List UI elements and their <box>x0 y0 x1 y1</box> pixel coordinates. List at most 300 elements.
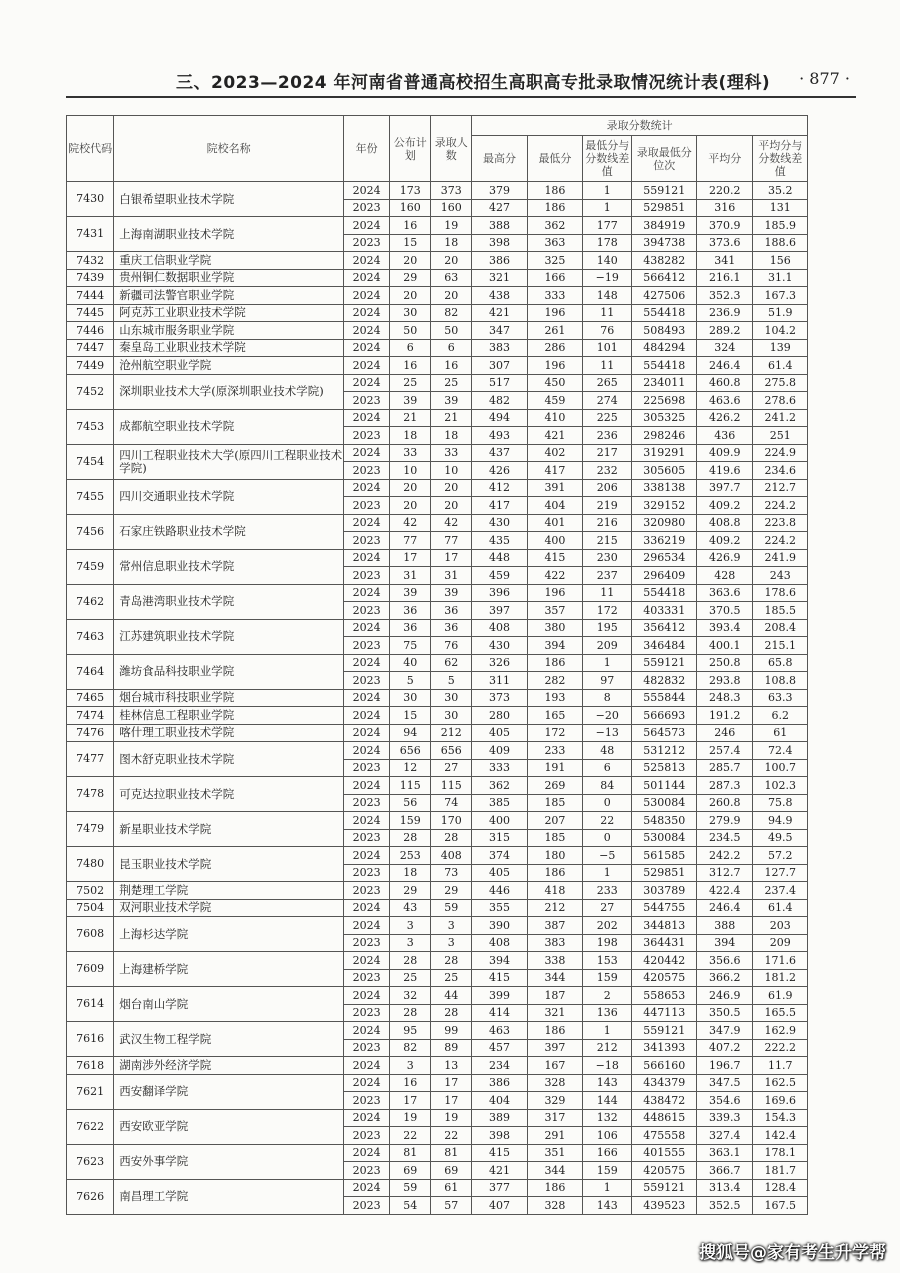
cell-avg: 347.5 <box>697 1074 753 1092</box>
cell-plan: 33 <box>390 444 431 462</box>
cell-admitted: 73 <box>431 864 472 882</box>
cell-max: 394 <box>472 952 527 970</box>
cell-year: 2024 <box>344 479 390 497</box>
cell-min: 363 <box>527 234 582 252</box>
cell-avg: 327.4 <box>697 1127 753 1145</box>
school-name: 烟台城市科技职业学院 <box>114 689 344 707</box>
cell-plan: 17 <box>390 549 431 567</box>
cell-min-rank: 401555 <box>632 1144 697 1162</box>
cell-admitted: 28 <box>431 952 472 970</box>
cell-max: 407 <box>472 1197 527 1215</box>
cell-max: 234 <box>472 1057 527 1075</box>
cell-min-rank: 525813 <box>632 759 697 777</box>
cell-admitted: 18 <box>431 234 472 252</box>
cell-admitted: 89 <box>431 1039 472 1057</box>
cell-max: 315 <box>472 829 527 847</box>
cell-min: 186 <box>527 182 582 200</box>
cell-avg: 409.2 <box>697 532 753 550</box>
cell-avg-diff: 104.2 <box>753 322 808 340</box>
cell-admitted: 57 <box>431 1197 472 1215</box>
school-code: 7614 <box>67 987 114 1022</box>
cell-plan: 17 <box>390 1092 431 1110</box>
cell-max: 421 <box>472 304 527 322</box>
cell-max: 389 <box>472 1109 527 1127</box>
cell-min-diff: 84 <box>583 777 632 795</box>
cell-year: 2024 <box>344 1022 390 1040</box>
cell-min: 338 <box>527 952 582 970</box>
cell-avg: 257.4 <box>697 742 753 760</box>
cell-year: 2023 <box>344 1162 390 1180</box>
cell-max: 390 <box>472 917 527 935</box>
cell-min-diff: 27 <box>583 899 632 917</box>
cell-avg: 370.9 <box>697 217 753 235</box>
school-name: 青岛港湾职业技术学院 <box>114 584 344 619</box>
table-row <box>67 847 808 865</box>
school-code: 7452 <box>67 374 114 409</box>
table-row <box>67 742 808 760</box>
cell-avg: 394 <box>697 934 753 952</box>
cell-year: 2023 <box>344 602 390 620</box>
cell-max: 412 <box>472 479 527 497</box>
school-code: 7608 <box>67 917 114 952</box>
cell-min-rank: 439523 <box>632 1197 697 1215</box>
cell-avg: 460.8 <box>697 374 753 392</box>
cell-avg: 408.8 <box>697 514 753 532</box>
table-row <box>67 182 808 200</box>
cell-min-rank: 555844 <box>632 689 697 707</box>
cell-min: 186 <box>527 864 582 882</box>
cell-plan: 3 <box>390 934 431 952</box>
cell-min: 172 <box>527 724 582 742</box>
cell-min: 418 <box>527 882 582 900</box>
cell-min-rank: 447113 <box>632 1004 697 1022</box>
cell-avg: 363.6 <box>697 584 753 602</box>
cell-year: 2024 <box>344 707 390 725</box>
cell-plan: 15 <box>390 234 431 252</box>
cell-avg-diff: 209 <box>753 934 808 952</box>
cell-plan: 20 <box>390 252 431 270</box>
cell-year: 2024 <box>344 742 390 760</box>
cell-max: 379 <box>472 182 527 200</box>
cell-year: 2024 <box>344 952 390 970</box>
cell-avg-diff: 49.5 <box>753 829 808 847</box>
cell-plan: 115 <box>390 777 431 795</box>
cell-min-diff: 177 <box>583 217 632 235</box>
cell-min-diff: 206 <box>583 479 632 497</box>
cell-max: 355 <box>472 899 527 917</box>
school-code: 7474 <box>67 707 114 725</box>
cell-avg: 316 <box>697 199 753 217</box>
cell-min: 269 <box>527 777 582 795</box>
cell-avg: 366.2 <box>697 969 753 987</box>
school-code: 7479 <box>67 812 114 847</box>
cell-min-rank: 305605 <box>632 462 697 480</box>
school-code: 7439 <box>67 269 114 287</box>
cell-plan: 656 <box>390 742 431 760</box>
cell-min-diff: 178 <box>583 234 632 252</box>
cell-avg: 196.7 <box>697 1057 753 1075</box>
table-row <box>67 1179 808 1197</box>
table-row <box>67 654 808 672</box>
cell-avg-diff: 237.4 <box>753 882 808 900</box>
cell-max: 397 <box>472 602 527 620</box>
cell-min-rank: 530084 <box>632 829 697 847</box>
cell-year: 2024 <box>344 444 390 462</box>
cell-avg-diff: 224.2 <box>753 497 808 515</box>
cell-min-rank: 566693 <box>632 707 697 725</box>
school-name: 湖南涉外经济学院 <box>114 1057 344 1075</box>
col-plan-header: 公布计划 <box>390 116 431 182</box>
cell-min-rank: 296409 <box>632 567 697 585</box>
cell-min-rank: 544755 <box>632 899 697 917</box>
cell-min: 421 <box>527 427 582 445</box>
cell-min: 344 <box>527 1162 582 1180</box>
cell-max: 374 <box>472 847 527 865</box>
cell-admitted: 77 <box>431 532 472 550</box>
cell-admitted: 44 <box>431 987 472 1005</box>
cell-year: 2023 <box>344 1092 390 1110</box>
table-row <box>67 707 808 725</box>
cell-avg: 287.3 <box>697 777 753 795</box>
cell-max: 311 <box>472 672 527 690</box>
cell-min: 328 <box>527 1197 582 1215</box>
cell-plan: 39 <box>390 584 431 602</box>
table-body <box>67 182 808 1215</box>
school-code: 7454 <box>67 444 114 479</box>
cell-avg: 234.5 <box>697 829 753 847</box>
cell-avg-diff: 215.1 <box>753 637 808 655</box>
cell-min-diff: 22 <box>583 812 632 830</box>
cell-plan: 95 <box>390 1022 431 1040</box>
cell-avg-diff: 6.2 <box>753 707 808 725</box>
cell-admitted: 10 <box>431 462 472 480</box>
cell-year: 2024 <box>344 1109 390 1127</box>
cell-year: 2024 <box>344 654 390 672</box>
cell-admitted: 36 <box>431 602 472 620</box>
school-name: 烟台南山学院 <box>114 987 344 1022</box>
cell-min-diff: 143 <box>583 1074 632 1092</box>
school-name: 深圳职业技术大学(原深圳职业技术学院) <box>114 374 344 409</box>
cell-min-diff: 217 <box>583 444 632 462</box>
cell-plan: 3 <box>390 1057 431 1075</box>
cell-avg: 463.6 <box>697 392 753 410</box>
cell-avg-diff: 208.4 <box>753 619 808 637</box>
cell-min-diff: 166 <box>583 1144 632 1162</box>
cell-plan: 31 <box>390 567 431 585</box>
cell-min-diff: 212 <box>583 1039 632 1057</box>
school-name: 南昌理工学院 <box>114 1179 344 1214</box>
cell-year: 2024 <box>344 917 390 935</box>
table-row <box>67 987 808 1005</box>
cell-max: 280 <box>472 707 527 725</box>
cell-avg: 409.2 <box>697 497 753 515</box>
col-stats-group-header: 录取分数统计 <box>472 116 808 136</box>
cell-min: 450 <box>527 374 582 392</box>
cell-plan: 10 <box>390 462 431 480</box>
cell-min: 344 <box>527 969 582 987</box>
cell-min-rank: 438472 <box>632 1092 697 1110</box>
cell-min: 325 <box>527 252 582 270</box>
cell-min-rank: 508493 <box>632 322 697 340</box>
school-code: 7622 <box>67 1109 114 1144</box>
cell-plan: 43 <box>390 899 431 917</box>
table-row <box>67 1022 808 1040</box>
table-row <box>67 357 808 375</box>
cell-max: 373 <box>472 689 527 707</box>
cell-plan: 16 <box>390 357 431 375</box>
col-name-header: 院校名称 <box>114 116 344 182</box>
cell-admitted: 62 <box>431 654 472 672</box>
cell-avg-diff: 212.7 <box>753 479 808 497</box>
cell-min-diff: 233 <box>583 882 632 900</box>
cell-admitted: 69 <box>431 1162 472 1180</box>
cell-plan: 15 <box>390 707 431 725</box>
cell-min-rank: 559121 <box>632 182 697 200</box>
school-code: 7465 <box>67 689 114 707</box>
cell-avg: 250.8 <box>697 654 753 672</box>
cell-min-diff: 159 <box>583 969 632 987</box>
school-code: 7447 <box>67 339 114 357</box>
cell-admitted: 76 <box>431 637 472 655</box>
cell-avg: 312.7 <box>697 864 753 882</box>
table-row <box>67 374 808 392</box>
cell-avg-diff: 61.9 <box>753 987 808 1005</box>
cell-plan: 159 <box>390 812 431 830</box>
cell-min-rank: 319291 <box>632 444 697 462</box>
cell-year: 2024 <box>344 287 390 305</box>
cell-min-rank: 448615 <box>632 1109 697 1127</box>
cell-min-diff: 237 <box>583 567 632 585</box>
cell-plan: 6 <box>390 339 431 357</box>
cell-min-rank: 434379 <box>632 1074 697 1092</box>
cell-min-diff: 215 <box>583 532 632 550</box>
cell-year: 2023 <box>344 969 390 987</box>
cell-admitted: 373 <box>431 182 472 200</box>
table-row <box>67 584 808 602</box>
cell-year: 2024 <box>344 812 390 830</box>
cell-min: 166 <box>527 269 582 287</box>
table-row <box>67 812 808 830</box>
cell-year: 2023 <box>344 672 390 690</box>
cell-min-rank: 305325 <box>632 409 697 427</box>
cell-avg: 354.6 <box>697 1092 753 1110</box>
cell-avg-diff: 139 <box>753 339 808 357</box>
cell-min-rank: 344813 <box>632 917 697 935</box>
cell-avg-diff: 142.4 <box>753 1127 808 1145</box>
cell-year: 2024 <box>344 322 390 340</box>
school-name: 喀什理工职业技术学院 <box>114 724 344 742</box>
cell-min-rank: 403331 <box>632 602 697 620</box>
cell-min-rank: 296534 <box>632 549 697 567</box>
cell-avg: 324 <box>697 339 753 357</box>
cell-min-rank: 530084 <box>632 794 697 812</box>
school-name: 石家庄铁路职业技术学院 <box>114 514 344 549</box>
cell-plan: 75 <box>390 637 431 655</box>
cell-max: 409 <box>472 742 527 760</box>
cell-plan: 36 <box>390 602 431 620</box>
cell-avg-diff: 61.4 <box>753 357 808 375</box>
cell-min-diff: 236 <box>583 427 632 445</box>
cell-admitted: 408 <box>431 847 472 865</box>
cell-avg-diff: 203 <box>753 917 808 935</box>
cell-plan: 28 <box>390 829 431 847</box>
table-row <box>67 322 808 340</box>
cell-avg-diff: 102.3 <box>753 777 808 795</box>
school-name: 西安欧亚学院 <box>114 1109 344 1144</box>
cell-max: 386 <box>472 1074 527 1092</box>
cell-admitted: 74 <box>431 794 472 812</box>
cell-min-diff: 97 <box>583 672 632 690</box>
cell-avg: 236.9 <box>697 304 753 322</box>
cell-max: 438 <box>472 287 527 305</box>
cell-year: 2023 <box>344 1039 390 1057</box>
cell-admitted: 50 <box>431 322 472 340</box>
cell-min: 186 <box>527 1022 582 1040</box>
table-row <box>67 882 808 900</box>
cell-min-diff: 1 <box>583 1179 632 1197</box>
cell-min-diff: 0 <box>583 794 632 812</box>
cell-plan: 40 <box>390 654 431 672</box>
cell-avg: 242.2 <box>697 847 753 865</box>
cell-year: 2023 <box>344 1004 390 1022</box>
cell-admitted: 61 <box>431 1179 472 1197</box>
cell-min-diff: 144 <box>583 1092 632 1110</box>
cell-min: 415 <box>527 549 582 567</box>
cell-min-diff: 153 <box>583 952 632 970</box>
cell-max: 398 <box>472 1127 527 1145</box>
cell-year: 2023 <box>344 462 390 480</box>
cell-year: 2023 <box>344 1197 390 1215</box>
school-code: 7623 <box>67 1144 114 1179</box>
table-row <box>67 252 808 270</box>
cell-admitted: 6 <box>431 339 472 357</box>
school-name: 贵州铜仁数据职业学院 <box>114 269 344 287</box>
cell-admitted: 33 <box>431 444 472 462</box>
cell-min-rank: 554418 <box>632 304 697 322</box>
school-code: 7430 <box>67 182 114 217</box>
school-name: 西安外事学院 <box>114 1144 344 1179</box>
cell-avg-diff: 61.4 <box>753 899 808 917</box>
cell-admitted: 28 <box>431 1004 472 1022</box>
school-name: 新星职业技术学院 <box>114 812 344 847</box>
cell-avg-diff: 222.2 <box>753 1039 808 1057</box>
cell-avg-diff: 65.8 <box>753 654 808 672</box>
cell-min: 191 <box>527 759 582 777</box>
cell-min-rank: 336219 <box>632 532 697 550</box>
cell-min-diff: 11 <box>583 357 632 375</box>
cell-min-diff: 230 <box>583 549 632 567</box>
cell-year: 2024 <box>344 339 390 357</box>
cell-avg-diff: 178.1 <box>753 1144 808 1162</box>
cell-avg: 220.2 <box>697 182 753 200</box>
cell-year: 2024 <box>344 777 390 795</box>
cell-min: 196 <box>527 584 582 602</box>
cell-year: 2024 <box>344 514 390 532</box>
cell-min-rank: 482832 <box>632 672 697 690</box>
col-year-header: 年份 <box>344 116 390 182</box>
school-code: 7449 <box>67 357 114 375</box>
cell-admitted: 17 <box>431 1092 472 1110</box>
cell-min-rank: 529851 <box>632 199 697 217</box>
cell-min: 401 <box>527 514 582 532</box>
cell-avg-diff: 63.3 <box>753 689 808 707</box>
cell-plan: 20 <box>390 479 431 497</box>
cell-min-diff: 232 <box>583 462 632 480</box>
school-code: 7478 <box>67 777 114 812</box>
cell-avg: 400.1 <box>697 637 753 655</box>
cell-avg-diff: 75.8 <box>753 794 808 812</box>
school-name: 阿克苏工业职业技术学院 <box>114 304 344 322</box>
table-row <box>67 217 808 235</box>
cell-min-rank: 298246 <box>632 427 697 445</box>
cell-year: 2023 <box>344 234 390 252</box>
cell-min-diff: 132 <box>583 1109 632 1127</box>
cell-avg: 279.9 <box>697 812 753 830</box>
cell-max: 435 <box>472 532 527 550</box>
cell-avg: 388 <box>697 917 753 935</box>
cell-min-rank: 420575 <box>632 1162 697 1180</box>
cell-plan: 94 <box>390 724 431 742</box>
cell-year: 2024 <box>344 1057 390 1075</box>
cell-admitted: 20 <box>431 479 472 497</box>
cell-min: 397 <box>527 1039 582 1057</box>
cell-plan: 28 <box>390 1004 431 1022</box>
cell-min: 383 <box>527 934 582 952</box>
cell-admitted: 28 <box>431 829 472 847</box>
cell-plan: 50 <box>390 322 431 340</box>
cell-max: 383 <box>472 339 527 357</box>
cell-min-diff: 1 <box>583 654 632 672</box>
cell-plan: 54 <box>390 1197 431 1215</box>
cell-plan: 173 <box>390 182 431 200</box>
school-name: 双河职业技术学院 <box>114 899 344 917</box>
table-row <box>67 287 808 305</box>
cell-avg: 246.9 <box>697 987 753 1005</box>
cell-min-rank: 554418 <box>632 584 697 602</box>
cell-min-diff: 225 <box>583 409 632 427</box>
cell-min: 167 <box>527 1057 582 1075</box>
school-code: 7480 <box>67 847 114 882</box>
cell-plan: 77 <box>390 532 431 550</box>
cell-max: 385 <box>472 794 527 812</box>
cell-avg-diff: 61 <box>753 724 808 742</box>
cell-min: 351 <box>527 1144 582 1162</box>
cell-avg-diff: 178.6 <box>753 584 808 602</box>
cell-avg-diff: 185.5 <box>753 602 808 620</box>
cell-min: 422 <box>527 567 582 585</box>
cell-min-diff: 148 <box>583 287 632 305</box>
cell-plan: 20 <box>390 497 431 515</box>
cell-max: 396 <box>472 584 527 602</box>
cell-avg-diff: 94.9 <box>753 812 808 830</box>
cell-min-diff: 11 <box>583 304 632 322</box>
cell-min-diff: −13 <box>583 724 632 742</box>
cell-admitted: 30 <box>431 689 472 707</box>
cell-plan: 30 <box>390 689 431 707</box>
cell-avg: 373.6 <box>697 234 753 252</box>
page-number: · 877 · <box>799 69 850 88</box>
cell-admitted: 115 <box>431 777 472 795</box>
col-admitted-header: 录取人数 <box>431 116 472 182</box>
cell-min: 185 <box>527 794 582 812</box>
cell-min-diff: 8 <box>583 689 632 707</box>
table-row <box>67 619 808 637</box>
table-header <box>67 116 808 182</box>
cell-avg: 393.4 <box>697 619 753 637</box>
cell-admitted: 36 <box>431 619 472 637</box>
cell-plan: 30 <box>390 304 431 322</box>
cell-year: 2024 <box>344 584 390 602</box>
